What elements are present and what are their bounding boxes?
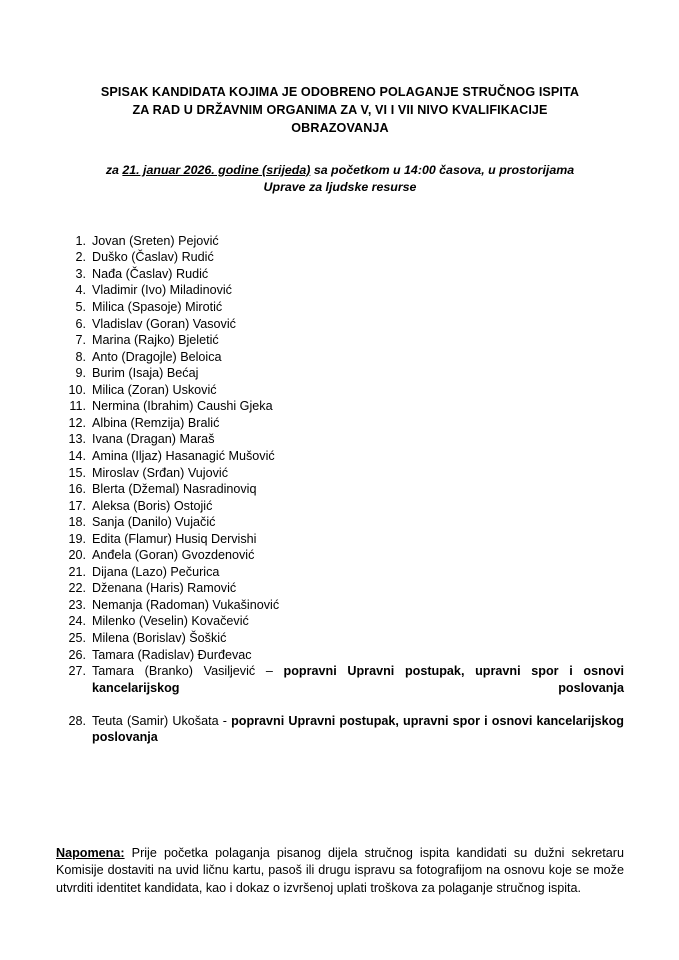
list-item-number: 5.: [75, 300, 86, 315]
candidate-name: Anđela (Goran) Gvozdenović: [92, 548, 255, 563]
exam-schedule: [56, 138, 624, 197]
exam-schedule-prefix: za: [105, 162, 123, 177]
list-item: [56, 448, 624, 465]
candidate-name: Duško (Časlav) Rudić: [92, 250, 214, 265]
list-item-number: 22.: [68, 581, 86, 596]
page-title: [56, 84, 624, 138]
footnote-label: Napomena:: [56, 845, 125, 860]
candidate-name: Anto (Dragojle) Beloica: [92, 349, 222, 364]
list-item-number: 9.: [75, 366, 86, 381]
list-item-number: 21.: [68, 564, 86, 579]
list-item-number: 8.: [75, 349, 86, 364]
candidate-name: Marina (Rajko) Bjeletić: [92, 333, 219, 348]
candidate-name: Dženana (Haris) Ramović: [92, 581, 237, 596]
exam-date: 21. januar 2026. godine (srijeda): [122, 162, 311, 177]
list-item-number: 2.: [75, 250, 86, 265]
list-item: [56, 481, 624, 498]
list-item: [56, 415, 624, 432]
list-item: [56, 630, 624, 647]
list-item-number: 26.: [68, 647, 86, 662]
page-title-line-3: OBRAZOVANJA: [291, 120, 389, 135]
list-item-number: 19.: [68, 531, 86, 546]
footnote-napomena: [56, 775, 624, 897]
candidate-name: Albina (Remzija) Bralić: [92, 415, 220, 430]
candidate-name: Tamara (Branko) Vasiljević –: [92, 664, 284, 679]
footnote-text: Prije početka polaganja pisanog dijela stručnog ispita kandidati su dužni sekretaru Komisije dostaviti na uvid ličnu kartu, pasoš ili drugu ispravu sa fotografijom na osnovu koje se može utvrditi identitet kandidata, kao i dokaz o izvršenoj uplati troškova za polaganje stručnog ispita.: [56, 845, 624, 895]
list-item-number: 4.: [75, 283, 86, 298]
candidate-name: Sanja (Danilo) Vujačić: [92, 515, 216, 530]
list-item: [56, 365, 624, 382]
candidate-name: Teuta (Samir) Ukošata -: [92, 713, 232, 728]
candidate-name: Vladimir (Ivo) Miladinović: [92, 283, 232, 298]
candidate-name: Blerta (Džemal) Nasradinoviq: [92, 482, 257, 497]
list-item-number: 14.: [68, 448, 86, 463]
list-item: [56, 233, 624, 250]
list-item-number: 7.: [75, 333, 86, 348]
candidate-name: Miroslav (Srđan) Vujović: [92, 465, 229, 480]
candidate-name: Burim (Isaja) Bećaj: [92, 366, 199, 381]
list-item: [56, 647, 624, 664]
candidate-name: Nemanja (Radoman) Vukašinović: [92, 597, 280, 612]
list-item: [56, 663, 624, 713]
list-item: [56, 266, 624, 283]
document-content: [56, 84, 624, 910]
list-item: [56, 316, 624, 333]
list-item-number: 13.: [68, 432, 86, 447]
list-item: [56, 299, 624, 316]
list-item-number: 10.: [68, 382, 86, 397]
candidate-note: popravni Upravni postupak, upravni spor i osnovi kancelarijskog poslovanja: [92, 713, 624, 745]
candidate-name: Ivana (Dragan) Maraš: [92, 432, 215, 447]
candidate-name: Milica (Zoran) Usković: [92, 382, 217, 397]
candidate-name: Vladislav (Goran) Vasović: [92, 316, 236, 331]
page-title-line-2: ZA RAD U DRŽAVNIM ORGANIMA ZA V, VI I VII NIVO KVALIFIKACIJE: [132, 102, 548, 117]
list-item-number: 24.: [68, 614, 86, 629]
candidate-name: Jovan (Sreten) Pejović: [92, 233, 219, 248]
exam-time-location: sa početkom u 14:00 časova, u prostorijama: [310, 162, 575, 177]
list-item: [56, 282, 624, 299]
candidate-name: Edita (Flamur) Husiq Dervishi: [92, 531, 257, 546]
list-item: [56, 349, 624, 366]
candidate-name: Tamara (Radislav) Đurđevac: [92, 647, 252, 662]
list-item-number: 28.: [68, 713, 86, 728]
list-item: [56, 531, 624, 548]
exam-schedule-line-2: Uprave za ljudske resurse: [263, 180, 417, 195]
page-title-line-1: SPISAK KANDIDATA KOJIMA JE ODOBRENO POLAGANJE STRUČNOG ISPITA: [100, 85, 580, 99]
list-item-number: 20.: [68, 548, 86, 563]
list-item: [56, 431, 624, 448]
candidate-name: Dijana (Lazo) Pečurica: [92, 564, 220, 579]
list-item-number: 6.: [75, 316, 86, 331]
list-item-number: 11.: [69, 399, 86, 414]
candidate-name: Milena (Borislav) Šoškić: [92, 630, 227, 645]
list-item-number: 1.: [75, 233, 86, 248]
list-item-number: 23.: [68, 597, 86, 612]
list-item: [56, 465, 624, 482]
list-item: [56, 564, 624, 581]
candidate-name: Nađa (Časlav) Rudić: [92, 266, 209, 281]
list-item: [56, 580, 624, 597]
list-item: [56, 613, 624, 630]
list-item: [56, 249, 624, 266]
list-item-number: 27.: [68, 664, 86, 679]
list-item-number: 15.: [68, 465, 86, 480]
exam-schedule-line-1: [56, 162, 624, 180]
candidate-name: Aleksa (Boris) Ostojić: [92, 498, 213, 513]
list-item-number: 16.: [68, 482, 86, 497]
list-item: [56, 382, 624, 399]
candidate-name: Nermina (Ibrahim) Caushi Gjeka: [92, 399, 273, 414]
list-item-number: 18.: [68, 515, 86, 530]
candidate-note: popravni Upravni postupak, upravni spor i osnovi kancelarijskog poslovanja: [92, 664, 624, 695]
list-item: [56, 332, 624, 349]
list-item-number: 25.: [68, 630, 86, 645]
candidate-name: Milica (Spasoje) Mirotić: [92, 300, 223, 315]
candidate-name: Milenko (Veselin) Kovačević: [92, 614, 249, 629]
list-item: [56, 398, 624, 415]
list-item: [56, 514, 624, 531]
list-item-number: 17.: [68, 498, 86, 513]
list-item: [56, 498, 624, 515]
list-item: [56, 597, 624, 614]
list-item-number: 3.: [75, 266, 86, 281]
list-item-number: 12.: [68, 415, 86, 430]
list-item: [56, 547, 624, 564]
candidate-name: Amina (Iljaz) Hasanagić Mušović: [92, 448, 275, 463]
candidate-list: [56, 197, 624, 763]
list-item: [56, 713, 624, 763]
